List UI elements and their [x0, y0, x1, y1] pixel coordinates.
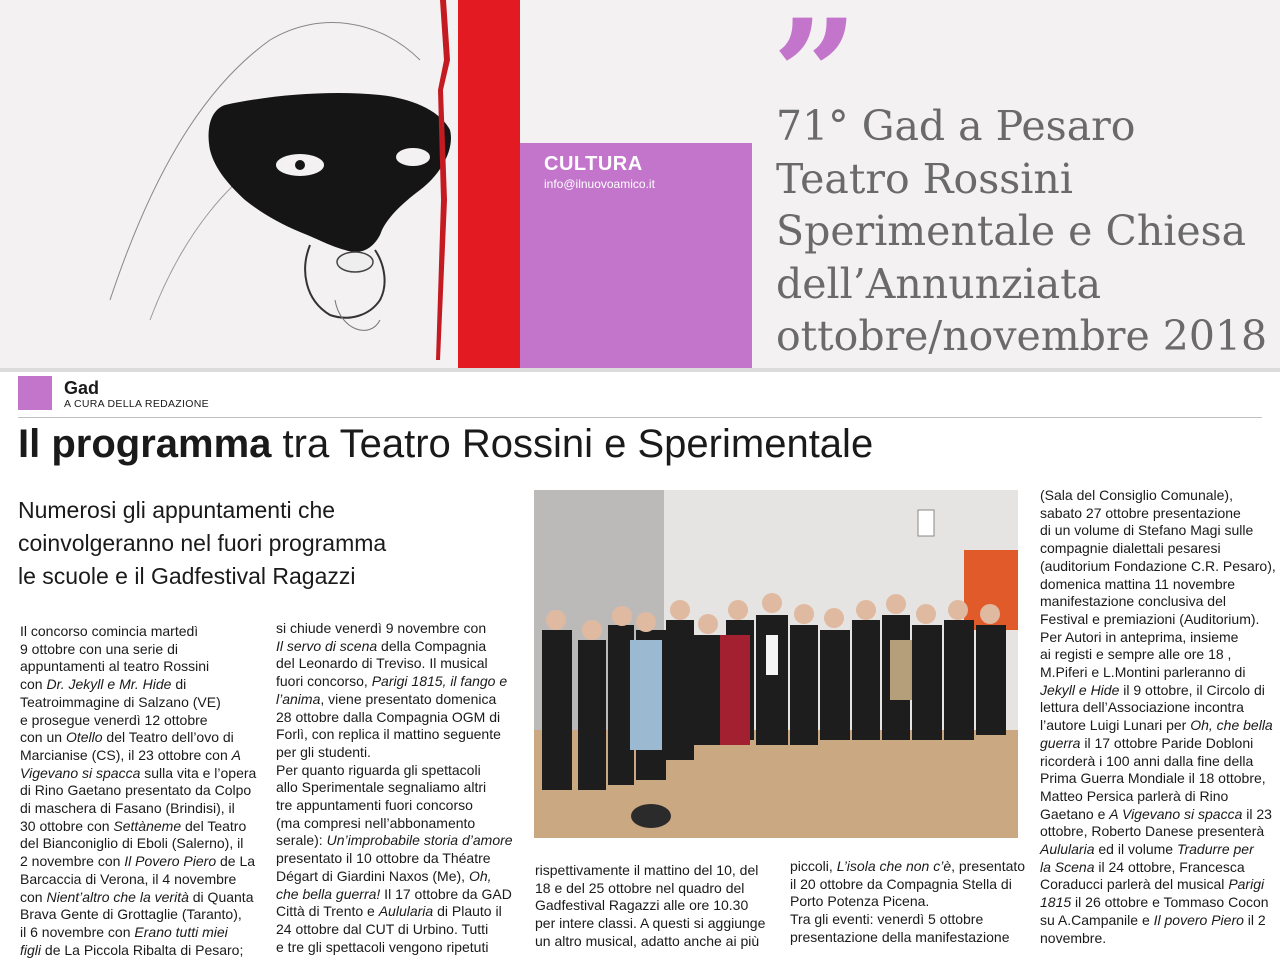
- text-line: Per quanto riguarda gli spettacoli: [276, 761, 481, 778]
- text-line: sabato 27 ottobre presentazione: [1040, 504, 1241, 521]
- subhead-line: Numerosi gli appuntamenti che: [18, 497, 336, 523]
- byline: A CURA DELLA REDAZIONE: [64, 398, 209, 410]
- text-line: piccoli, L’isola che non c’è, presentato: [790, 858, 1026, 874]
- text-line: Marcianise (CS), il 23 ottobre con A: [20, 746, 241, 763]
- text-line: il 20 ottobre da Compagnia Stella di: [790, 875, 1012, 892]
- text-line: compagnie dialettali pesaresi: [1040, 540, 1221, 557]
- headline-line: Sperimentale e Chiesa: [776, 207, 1247, 255]
- banner: [0, 0, 1280, 372]
- headline-line: ottobre/novembre 2018: [776, 312, 1268, 360]
- article-subhead: [18, 494, 458, 593]
- group-photo: [534, 490, 1018, 838]
- text-line: Matteo Persica parlerà di Rino: [1040, 787, 1229, 804]
- text-line: 9 ottobre con una serie di: [20, 640, 178, 657]
- text-line: con Dr. Jekyll e Mr. Hide di: [20, 676, 187, 693]
- text-line: l’autore Luigi Lunari per Oh, che bella: [1040, 717, 1273, 734]
- text-line: manifestazione conclusiva del: [1040, 593, 1226, 610]
- text-line: 1815 il 26 ottobre e Tommaso Cocon: [1040, 894, 1269, 911]
- text-line: (auditorium Fondazione C.R. Pesaro),: [1040, 557, 1276, 574]
- section-box: [520, 143, 752, 370]
- title-bold: Il programma: [18, 422, 272, 466]
- text-line: e prosegue venerdì 12 ottobre: [20, 711, 208, 728]
- text-line: di un volume di Stefano Magi sulle: [1040, 522, 1254, 539]
- text-line: (ma compresi nell’abbonamento: [276, 814, 476, 831]
- text-line: Gadfestival Ragazzi alle ore 10.30: [535, 897, 749, 914]
- headline-line: Teatro Rossini: [776, 154, 1073, 203]
- text-line: ottobre, Roberto Danese presenterà: [1040, 823, 1265, 840]
- masked-face-illustration: [0, 0, 530, 372]
- text-line: lettura dell’Associazione incontra: [1040, 699, 1244, 716]
- headline-line: 71° Gad a Pesaro: [776, 102, 1136, 150]
- text-line: figli de La Piccola Ribalta di Pesaro;: [20, 941, 244, 958]
- text-line: allo Sperimentale segnaliamo altri: [276, 779, 487, 796]
- section-label: CULTURA: [544, 153, 643, 175]
- quote-icon: ”: [772, 0, 859, 163]
- text-line: rispettivamente il mattino del 10, del: [535, 862, 759, 878]
- text-line: ai registi e sempre alle ore 18 ,: [1040, 646, 1232, 663]
- text-line: (Sala del Consiglio Comunale),: [1040, 487, 1233, 503]
- subhead-line: le scuole e il Gadfestival Ragazzi: [18, 563, 356, 589]
- text-line: serale): Un’improbabile storia d’amore: [276, 832, 513, 849]
- text-line: del Bianconiglio di Eboli (Salerno), il: [20, 835, 244, 852]
- text-line: Gaetano e A Vigevano si spacca il 23: [1040, 805, 1272, 822]
- text-line: appuntamenti al teatro Rossini: [20, 658, 210, 675]
- text-column-3: [535, 862, 775, 951]
- banner-headline: [776, 100, 1276, 363]
- text-line: 30 ottobre con Settàneme del Teatro: [20, 817, 247, 834]
- text-line: Prima Guerra Mondiale il 18 ottobre,: [1040, 770, 1266, 787]
- text-line: Festival e premiazioni (Auditorium).: [1040, 610, 1260, 627]
- text-line: la Scena il 24 ottobre, Francesca: [1040, 858, 1245, 875]
- subhead-line: coinvolgeranno nel fuori programma: [18, 530, 387, 556]
- text-line: su A.Campanile e Il povero Piero il 2: [1040, 911, 1266, 928]
- headline-line: dell’Annunziata: [776, 259, 1102, 308]
- text-line: novembre.: [1040, 929, 1107, 946]
- text-line: Brava Gente di Grottaglie (Taranto),: [20, 906, 242, 923]
- text-line: Il servo di scena della Compagnia: [276, 637, 487, 654]
- text-line: tre appuntamenti fuori concorso: [276, 797, 473, 814]
- text-line: di Rino Gaetano presentato da Colpo: [20, 782, 252, 799]
- text-line: con Nient’altro che la verità di Quanta: [20, 888, 254, 905]
- text-column-1: [20, 623, 260, 959]
- text-line: Porto Potenza Picena.: [790, 893, 930, 910]
- text-column-5: [1040, 487, 1280, 947]
- text-line: M.Piferi e L.Montini parleranno di: [1040, 664, 1246, 681]
- text-line: il 6 novembre con Erano tutti miei: [20, 923, 228, 940]
- article-title: [18, 420, 873, 468]
- text-line: un altro musical, adatto anche ai più: [535, 932, 760, 949]
- section-tab: [18, 376, 52, 410]
- text-line: Dégart di Giardini Naxos (Me), Oh,: [276, 867, 492, 884]
- text-line: Jekyll e Hide il 9 ottobre, il Circolo di: [1040, 681, 1265, 698]
- text-line: l’anima, viene presentato domenica: [276, 690, 497, 707]
- text-line: Città di Trento e Aulularia di Plauto il: [276, 903, 502, 920]
- text-line: Aulularia ed il volume Tradurre per: [1040, 841, 1254, 858]
- section-name: Gad: [64, 378, 100, 398]
- text-line: per gli studenti.: [276, 743, 371, 760]
- text-line: che bella guerra! Il 17 ottobre da GAD: [276, 885, 512, 902]
- text-line: si chiude venerdì 9 novembre con: [276, 620, 487, 636]
- text-line: 18 e del 25 ottobre nel quadro del: [535, 879, 745, 896]
- contact-email[interactable]: info@ilnuovoamico.it: [544, 177, 655, 191]
- divider: [18, 417, 1262, 418]
- text-column-4: [790, 858, 1030, 947]
- text-line: e tre gli spettacoli vengono ripetuti: [276, 938, 489, 955]
- text-line: con un Otello del Teatro dell’ovo di: [20, 729, 234, 746]
- text-line: 28 ottobre dalla Compagnia OGM di: [276, 708, 501, 725]
- text-line: domenica mattina 11 novembre: [1040, 575, 1236, 592]
- text-line: fuori concorso, Parigi 1815, il fango e: [276, 673, 508, 690]
- text-line: guerra il 17 ottobre Paride Dobloni: [1040, 734, 1254, 751]
- text-line: presentato il 10 ottobre da Théatre: [276, 850, 491, 867]
- text-line: Teatroimmagine di Salzano (VE): [20, 693, 221, 710]
- text-line: presentazione della manifestazione: [790, 928, 1010, 945]
- text-line: ricorderà i 100 anni dalla fine della: [1040, 752, 1254, 769]
- text-line: del Leonardo di Treviso. Il musical: [276, 655, 488, 672]
- text-line: Per Autori in anteprima, insieme: [1040, 628, 1239, 645]
- text-line: Tra gli eventi: venerdì 5 ottobre: [790, 911, 984, 928]
- text-line: Barcaccia di Verona, il 4 novembre: [20, 870, 237, 887]
- text-line: 24 ottobre dal CUT di Urbino. Tutti: [276, 920, 489, 937]
- text-line: di maschera di Fasano (Brindisi), il: [20, 800, 235, 817]
- text-line: Coraducci parlerà del musical Parigi: [1040, 876, 1265, 893]
- red-strip: [458, 0, 520, 368]
- text-line: 2 novembre con Il Povero Piero de La: [20, 853, 256, 870]
- fold-divider: [0, 368, 1280, 372]
- text-column-2: [276, 620, 521, 956]
- text-line: Il concorso comincia martedì: [20, 623, 199, 639]
- text-line: Forlì, con replica il mattino seguente: [276, 726, 501, 743]
- title-rest: tra Teatro Rossini e Sperimentale: [271, 422, 874, 466]
- text-line: per intere classi. A questi si aggiunge: [535, 915, 766, 932]
- text-line: Vigevano si spacca sulla vita e l’opera: [20, 764, 257, 781]
